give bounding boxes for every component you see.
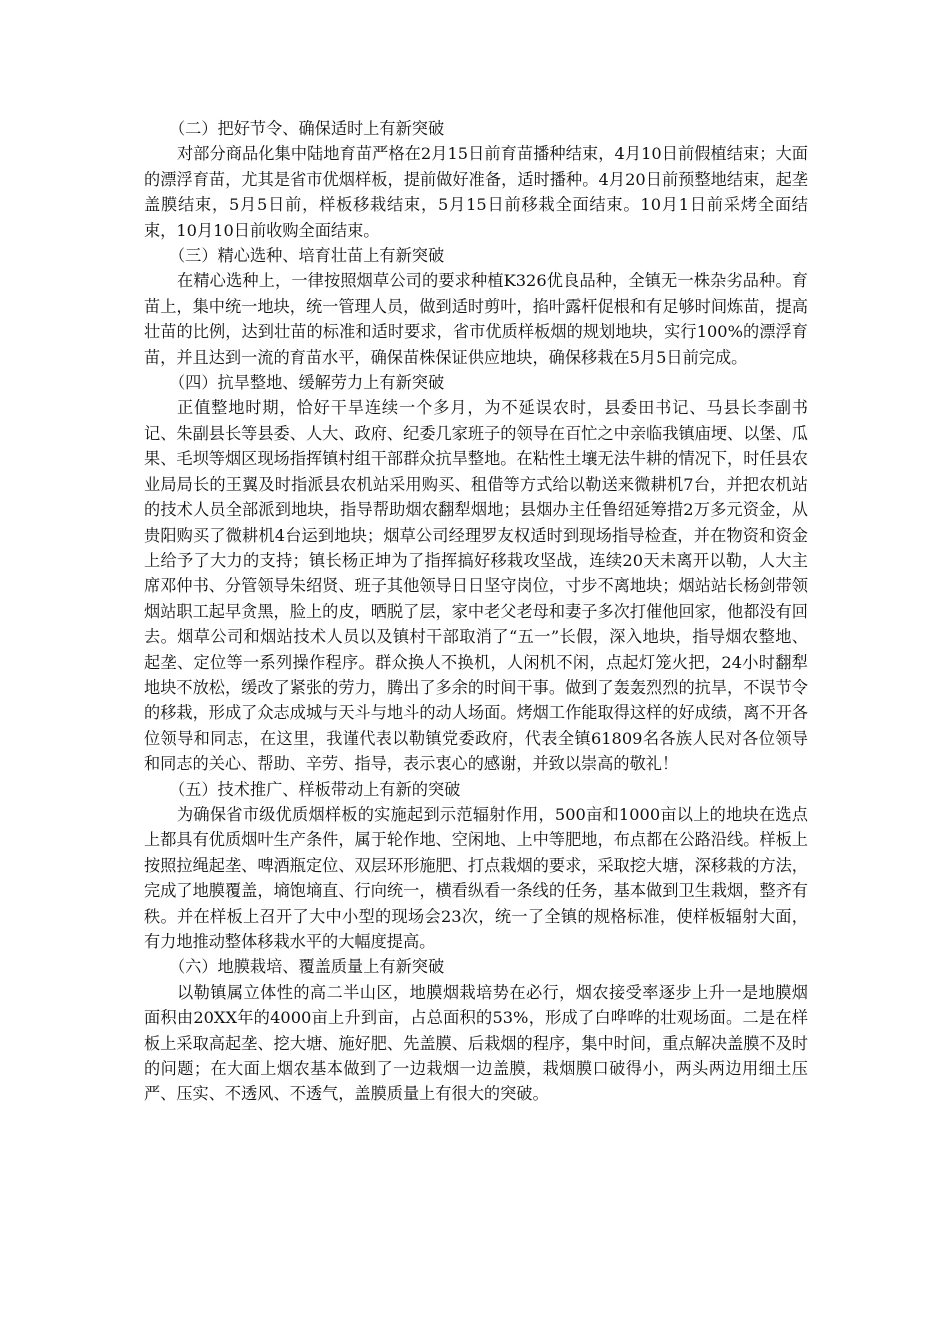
section-heading: （三）精心选种、培育壮苗上有新突破 bbox=[169, 246, 445, 266]
section-heading: （六）地膜栽培、覆盖质量上有新突破 bbox=[169, 957, 445, 977]
section-paragraph: 正值整地时期，恰好干旱连续一个多月，为不延误农时，县委田书记、马县长李副书记、朱副县长等县委、人大、政府、纪委几家班子的领导在百忙之中亲临我镇庙埂、以堡、瓜果、毛坝等烟区现场指挥镇村组干部群众抗旱整地。在粘性土壤无法牛耕的情况下，时任县农业局局长的王翼及时指派县农机站采用购买、租借等方式给以勒送来微耕机7台，并把农机站的技术人员全部派到地块，指导帮助烟农翻犁烟地；县烟办主任鲁绍延筹措2万多元资金，从贵阳购买了微耕机4台运到地块；烟草公司经理罗友权适时到现场指导检查，并在物资和资金上给予了大力的支持；镇长杨正坤为了指挥搞好移栽攻坚战，连续20天未离开以勒，人大主席邓仲书、分管领导朱绍贤、班子其他领导日日坚守岗位，寸步不离地块；烟站站长杨剑带领烟站职工起早贪黑，脸上的皮，晒脱了层，家中老父老母和妻子多次打催他回家，他都没有回去。烟草公司和烟站技术人员以及镇村干部取消了“五一”长假，深入地块，指导烟农整地、起垄、定位等一系列操作程序。群众换人不换机，人闲机不闲，点起灯笼火把，24小时翻犁地块不放松，缓改了紧张的劳力，腾出了多余的时间干事。做到了轰轰烈烈的抗旱，不误节令的移栽，形成了众志成城与天斗与地斗的动人场面。烤烟工作能取得这样的好成绩，离不开各位领导和同志，在这里，我谨代表以勒镇党委政府，代表全镇61809名各族人民对各位领导和同志的关心、帮助、辛劳、指导，表示衷心的感谢，并致以崇高的敬礼！ bbox=[144, 398, 808, 774]
section-paragraph: 在精心选种上，一律按照烟草公司的要求种植K326优良品种，全镇无一株杂劣品种。育苗上，集中统一地块，统一管理人员，做到适时剪叶，掐叶露杆促根和有足够时间炼苗，提高壮苗的比例，达到壮苗的标准和适时要求，省市优质样板烟的规划地块，实行100%的漂浮育苗，并且达到一流的育苗水平，确保苗株保证供应地块，确保移栽在5月5日前完成。 bbox=[144, 271, 808, 367]
section-heading: （二）把好节令、确保适时上有新突破 bbox=[169, 119, 445, 138]
document-body bbox=[144, 116, 808, 1107]
section-heading: （四）抗旱整地、缓解劳力上有新突破 bbox=[169, 373, 445, 393]
section-heading: （五）技术推广、样板带动上有新的突破 bbox=[169, 779, 461, 799]
section-paragraph: 对部分商品化集中陆地育苗严格在2月15日前育苗播种结束，4月10日前假植结束；大面的漂浮育苗，尤其是省市优烟样板，提前做好准备，适时播种。4月20日前预整地结束，起垄盖膜结束，5月5日前，样板移栽结束，5月15日前移栽全面结束。10月1日前采烤全面结束，10月10日前收购全面结束。 bbox=[144, 144, 808, 240]
section-paragraph: 以勒镇属立体性的高二半山区，地膜烟栽培势在必行，烟农接受率逐步上升一是地膜烟面积由20XX年的4000亩上升到亩，占总面积的53%，形成了白哗哗的壮观场面。二是在样板上采取高起垄、挖大塘、施好肥、先盖膜、后栽烟的程序，集中时间，重点解决盖膜不及时的问题；在大面上烟农基本做到了一边栽烟一边盖膜，栽烟膜口破得小，两头两边用细土压严、压实、不透风、不透气，盖膜质量上有很大的突破。 bbox=[144, 982, 808, 1104]
section-paragraph: 为确保省市级优质烟样板的实施起到示范辐射作用，500亩和1000亩以上的地块在选点上都具有优质烟叶生产条件，属于轮作地、空闲地、上中等肥地，布点都在公路沿线。样板上按照拉绳起垄、啤酒瓶定位、双层环形施肥、打点栽烟的要求，采取挖大塘，深移栽的方法，完成了地膜覆盖，墒饱墒直、行向统一，横看纵看一条线的任务，基本做到卫生栽烟，整齐有秩。并在样板上召开了大中小型的现场会23次，统一了全镇的规格标准，使样板辐射大面，有力地推动整体移栽水平的大幅度提高。 bbox=[144, 804, 808, 951]
